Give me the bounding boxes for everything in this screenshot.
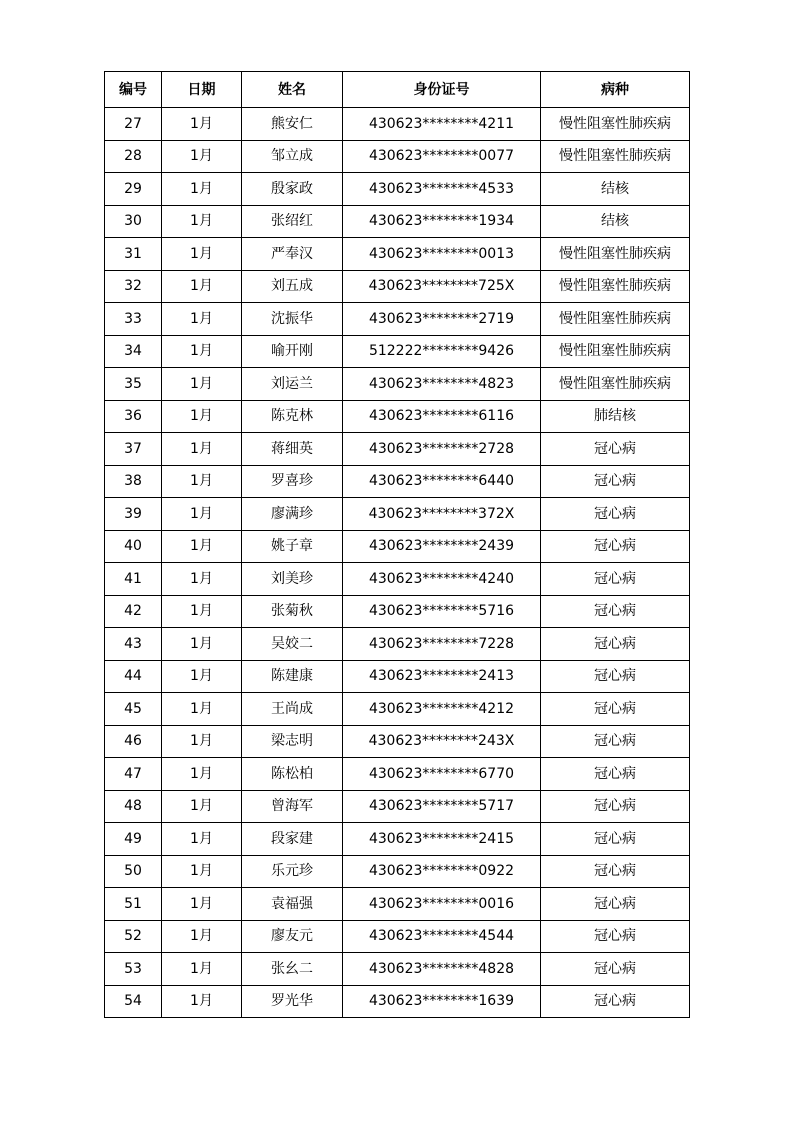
cell-date: 1月 bbox=[162, 238, 242, 271]
cell-name: 吴姣二 bbox=[242, 628, 343, 661]
cell-id: 512222********9426 bbox=[343, 335, 541, 368]
cell-disease: 冠心病 bbox=[541, 498, 690, 531]
cell-date: 1月 bbox=[162, 595, 242, 628]
cell-id: 430623********2415 bbox=[343, 823, 541, 856]
table-row bbox=[105, 270, 690, 303]
cell-disease: 冠心病 bbox=[541, 660, 690, 693]
cell-id: 430623********2719 bbox=[343, 303, 541, 336]
cell-disease: 冠心病 bbox=[541, 985, 690, 1018]
cell-date: 1月 bbox=[162, 660, 242, 693]
cell-id: 430623********1639 bbox=[343, 985, 541, 1018]
cell-date: 1月 bbox=[162, 563, 242, 596]
cell-no: 34 bbox=[105, 335, 162, 368]
cell-id: 430623********4544 bbox=[343, 920, 541, 953]
cell-name: 张绍红 bbox=[242, 205, 343, 238]
cell-date: 1月 bbox=[162, 530, 242, 563]
cell-disease: 冠心病 bbox=[541, 563, 690, 596]
cell-no: 28 bbox=[105, 140, 162, 173]
cell-disease: 冠心病 bbox=[541, 433, 690, 466]
cell-date: 1月 bbox=[162, 823, 242, 856]
cell-id: 430623********0013 bbox=[343, 238, 541, 271]
table-row bbox=[105, 595, 690, 628]
table-row bbox=[105, 238, 690, 271]
table-row bbox=[105, 953, 690, 986]
cell-date: 1月 bbox=[162, 433, 242, 466]
cell-no: 40 bbox=[105, 530, 162, 563]
cell-id: 430623********243X bbox=[343, 725, 541, 758]
cell-disease: 冠心病 bbox=[541, 888, 690, 921]
cell-no: 39 bbox=[105, 498, 162, 531]
cell-name: 熊安仁 bbox=[242, 108, 343, 141]
cell-id: 430623********6440 bbox=[343, 465, 541, 498]
table-row bbox=[105, 173, 690, 206]
cell-disease: 冠心病 bbox=[541, 595, 690, 628]
cell-date: 1月 bbox=[162, 758, 242, 791]
cell-name: 罗喜珍 bbox=[242, 465, 343, 498]
cell-id: 430623********372X bbox=[343, 498, 541, 531]
cell-name: 刘五成 bbox=[242, 270, 343, 303]
table-row bbox=[105, 985, 690, 1018]
cell-no: 29 bbox=[105, 173, 162, 206]
cell-name: 刘美珍 bbox=[242, 563, 343, 596]
cell-disease: 冠心病 bbox=[541, 725, 690, 758]
table-row bbox=[105, 465, 690, 498]
cell-no: 54 bbox=[105, 985, 162, 1018]
cell-date: 1月 bbox=[162, 173, 242, 206]
cell-no: 49 bbox=[105, 823, 162, 856]
cell-disease: 冠心病 bbox=[541, 628, 690, 661]
table-row bbox=[105, 790, 690, 823]
cell-id: 430623********4533 bbox=[343, 173, 541, 206]
cell-id: 430623********5716 bbox=[343, 595, 541, 628]
cell-disease: 慢性阻塞性肺疾病 bbox=[541, 303, 690, 336]
header-row bbox=[105, 72, 690, 108]
table-row bbox=[105, 530, 690, 563]
cell-no: 30 bbox=[105, 205, 162, 238]
cell-id: 430623********7228 bbox=[343, 628, 541, 661]
cell-name: 沈振华 bbox=[242, 303, 343, 336]
cell-date: 1月 bbox=[162, 205, 242, 238]
cell-name: 姚子章 bbox=[242, 530, 343, 563]
cell-date: 1月 bbox=[162, 108, 242, 141]
cell-no: 41 bbox=[105, 563, 162, 596]
cell-name: 罗光华 bbox=[242, 985, 343, 1018]
cell-id: 430623********2439 bbox=[343, 530, 541, 563]
cell-date: 1月 bbox=[162, 498, 242, 531]
cell-disease: 冠心病 bbox=[541, 920, 690, 953]
table-row bbox=[105, 628, 690, 661]
cell-disease: 慢性阻塞性肺疾病 bbox=[541, 108, 690, 141]
cell-name: 陈克林 bbox=[242, 400, 343, 433]
cell-no: 45 bbox=[105, 693, 162, 726]
cell-id: 430623********0922 bbox=[343, 855, 541, 888]
cell-no: 37 bbox=[105, 433, 162, 466]
cell-date: 1月 bbox=[162, 725, 242, 758]
cell-disease: 结核 bbox=[541, 205, 690, 238]
cell-disease: 慢性阻塞性肺疾病 bbox=[541, 238, 690, 271]
cell-no: 31 bbox=[105, 238, 162, 271]
cell-no: 36 bbox=[105, 400, 162, 433]
table-row bbox=[105, 725, 690, 758]
cell-no: 38 bbox=[105, 465, 162, 498]
table-row bbox=[105, 335, 690, 368]
cell-no: 33 bbox=[105, 303, 162, 336]
cell-name: 陈建康 bbox=[242, 660, 343, 693]
cell-no: 50 bbox=[105, 855, 162, 888]
table-row bbox=[105, 108, 690, 141]
cell-date: 1月 bbox=[162, 465, 242, 498]
cell-id: 430623********4211 bbox=[343, 108, 541, 141]
cell-id: 430623********4823 bbox=[343, 368, 541, 401]
cell-name: 段家建 bbox=[242, 823, 343, 856]
table-body bbox=[105, 108, 690, 1018]
cell-name: 王尚成 bbox=[242, 693, 343, 726]
cell-id: 430623********1934 bbox=[343, 205, 541, 238]
cell-disease: 慢性阻塞性肺疾病 bbox=[541, 368, 690, 401]
cell-date: 1月 bbox=[162, 270, 242, 303]
cell-name: 蒋细英 bbox=[242, 433, 343, 466]
cell-id: 430623********2728 bbox=[343, 433, 541, 466]
cell-name: 喻开刚 bbox=[242, 335, 343, 368]
cell-name: 陈松柏 bbox=[242, 758, 343, 791]
cell-disease: 冠心病 bbox=[541, 855, 690, 888]
table-row bbox=[105, 433, 690, 466]
cell-no: 32 bbox=[105, 270, 162, 303]
cell-name: 廖满珍 bbox=[242, 498, 343, 531]
cell-date: 1月 bbox=[162, 888, 242, 921]
cell-no: 27 bbox=[105, 108, 162, 141]
table-row bbox=[105, 758, 690, 791]
cell-id: 430623********4240 bbox=[343, 563, 541, 596]
cell-name: 乐元珍 bbox=[242, 855, 343, 888]
cell-date: 1月 bbox=[162, 855, 242, 888]
cell-date: 1月 bbox=[162, 140, 242, 173]
cell-date: 1月 bbox=[162, 693, 242, 726]
cell-no: 52 bbox=[105, 920, 162, 953]
cell-disease: 冠心病 bbox=[541, 465, 690, 498]
table-row bbox=[105, 303, 690, 336]
cell-disease: 冠心病 bbox=[541, 823, 690, 856]
cell-id: 430623********2413 bbox=[343, 660, 541, 693]
table-row bbox=[105, 498, 690, 531]
cell-disease: 冠心病 bbox=[541, 953, 690, 986]
cell-name: 张菊秋 bbox=[242, 595, 343, 628]
cell-id: 430623********6116 bbox=[343, 400, 541, 433]
cell-date: 1月 bbox=[162, 335, 242, 368]
cell-name: 廖友元 bbox=[242, 920, 343, 953]
cell-disease: 冠心病 bbox=[541, 758, 690, 791]
cell-date: 1月 bbox=[162, 953, 242, 986]
table-row bbox=[105, 855, 690, 888]
cell-no: 43 bbox=[105, 628, 162, 661]
cell-no: 44 bbox=[105, 660, 162, 693]
cell-id: 430623********0016 bbox=[343, 888, 541, 921]
cell-date: 1月 bbox=[162, 920, 242, 953]
cell-id: 430623********4212 bbox=[343, 693, 541, 726]
table-row bbox=[105, 400, 690, 433]
header-disease: 病种 bbox=[541, 72, 690, 108]
cell-disease: 慢性阻塞性肺疾病 bbox=[541, 335, 690, 368]
cell-disease: 慢性阻塞性肺疾病 bbox=[541, 270, 690, 303]
table-row bbox=[105, 140, 690, 173]
cell-date: 1月 bbox=[162, 628, 242, 661]
header-name: 姓名 bbox=[242, 72, 343, 108]
table-row bbox=[105, 563, 690, 596]
cell-disease: 冠心病 bbox=[541, 530, 690, 563]
cell-no: 42 bbox=[105, 595, 162, 628]
cell-no: 48 bbox=[105, 790, 162, 823]
header-date: 日期 bbox=[162, 72, 242, 108]
cell-date: 1月 bbox=[162, 985, 242, 1018]
cell-date: 1月 bbox=[162, 400, 242, 433]
cell-no: 47 bbox=[105, 758, 162, 791]
table-row bbox=[105, 823, 690, 856]
cell-name: 袁福强 bbox=[242, 888, 343, 921]
cell-id: 430623********5717 bbox=[343, 790, 541, 823]
cell-date: 1月 bbox=[162, 303, 242, 336]
table-row bbox=[105, 205, 690, 238]
cell-disease: 冠心病 bbox=[541, 693, 690, 726]
cell-name: 刘运兰 bbox=[242, 368, 343, 401]
cell-name: 严奉汉 bbox=[242, 238, 343, 271]
cell-id: 430623********0077 bbox=[343, 140, 541, 173]
cell-date: 1月 bbox=[162, 790, 242, 823]
cell-disease: 结核 bbox=[541, 173, 690, 206]
cell-no: 51 bbox=[105, 888, 162, 921]
patient-table bbox=[104, 71, 690, 1018]
cell-date: 1月 bbox=[162, 368, 242, 401]
table-row bbox=[105, 888, 690, 921]
header-id: 身份证号 bbox=[343, 72, 541, 108]
cell-id: 430623********4828 bbox=[343, 953, 541, 986]
cell-name: 殷家政 bbox=[242, 173, 343, 206]
table-row bbox=[105, 693, 690, 726]
cell-no: 35 bbox=[105, 368, 162, 401]
cell-name: 曾海军 bbox=[242, 790, 343, 823]
cell-disease: 肺结核 bbox=[541, 400, 690, 433]
header-no: 编号 bbox=[105, 72, 162, 108]
cell-disease: 冠心病 bbox=[541, 790, 690, 823]
cell-disease: 慢性阻塞性肺疾病 bbox=[541, 140, 690, 173]
cell-name: 梁志明 bbox=[242, 725, 343, 758]
table-row bbox=[105, 920, 690, 953]
table-row bbox=[105, 368, 690, 401]
cell-name: 张幺二 bbox=[242, 953, 343, 986]
cell-no: 46 bbox=[105, 725, 162, 758]
table-row bbox=[105, 660, 690, 693]
cell-name: 邹立成 bbox=[242, 140, 343, 173]
cell-no: 53 bbox=[105, 953, 162, 986]
cell-id: 430623********725X bbox=[343, 270, 541, 303]
cell-id: 430623********6770 bbox=[343, 758, 541, 791]
